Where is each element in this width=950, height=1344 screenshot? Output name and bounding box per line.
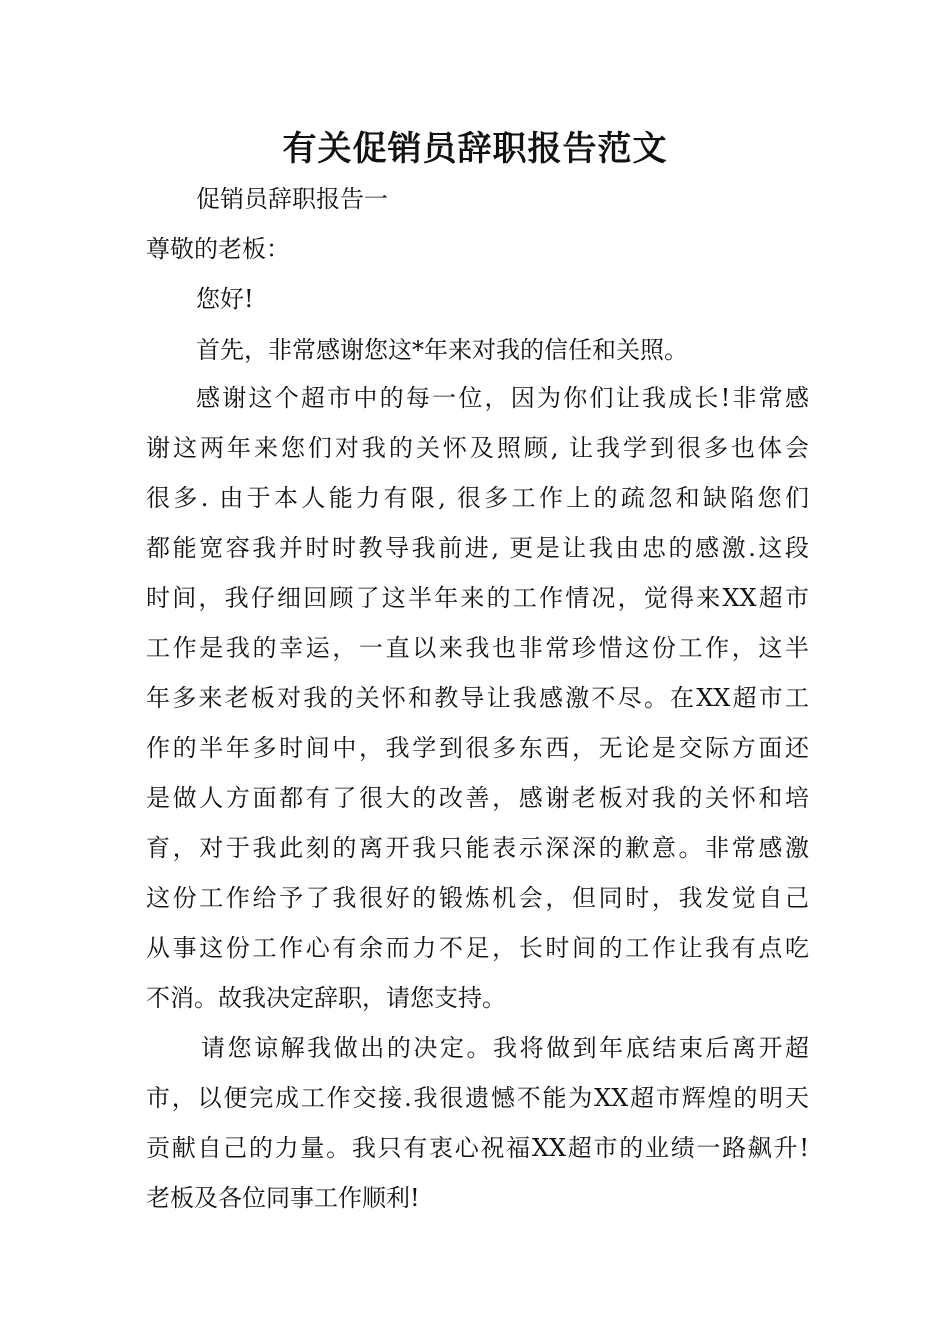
paragraph-line: 贡献自己的力量。我只有衷心祝福XX超市的业绩一路飙升! — [146, 1134, 809, 1162]
paragraph-line: 都能宽容我并时时教导我前进, 更是让我由忠的感激.这段 — [146, 534, 809, 562]
paragraph-thanks: 首先，非常感谢您这*年来对我的信任和关照。 — [196, 336, 688, 364]
paragraph-line: 请您谅解我做出的决定。我将做到年底结束后离开超 — [201, 1034, 809, 1062]
paragraph-line: 时间，我仔细回顾了这半年来的工作情况，觉得来XX超市 — [146, 584, 809, 612]
salutation: 尊敬的老板： — [146, 235, 290, 263]
paragraph-line: 年多来老板对我的关怀和教导让我感激不尽。在XX超市工 — [146, 684, 809, 712]
paragraph-line: 这份工作给予了我很好的锻炼机会，但同时，我发觉自己 — [146, 884, 809, 912]
paragraph-line: 老板及各位同事工作顺利! — [146, 1184, 420, 1212]
paragraph-line: 作的半年多时间中，我学到很多东西，无论是交际方面还 — [146, 734, 809, 762]
paragraph-line: 工作是我的幸运，一直以来我也非常珍惜这份工作，这半 — [146, 634, 809, 662]
report-subtitle: 促销员辞职报告一 — [196, 185, 388, 213]
paragraph-line: 感谢这个超市中的每一位，因为你们让我成长!非常感 — [196, 384, 809, 412]
paragraph-line: 是做人方面都有了很大的改善，感谢老板对我的关怀和培 — [146, 784, 809, 812]
paragraph-line: 很多. 由于本人能力有限, 很多工作上的疏忽和缺陷您们 — [146, 484, 809, 512]
paragraph-line: 谢这两年来您们对我的关怀及照顾, 让我学到很多也体会 — [146, 434, 809, 462]
paragraph-line: 市，以便完成工作交接.我很遗憾不能为XX超市辉煌的明天 — [146, 1084, 809, 1112]
document-title: 有关促销员辞职报告范文 — [282, 129, 668, 169]
greeting: 您好! — [196, 285, 254, 313]
paragraph-line: 从事这份工作心有余而力不足，长时间的工作让我有点吃 — [146, 934, 809, 962]
paragraph-line: 育，对于我此刻的离开我只能表示深深的歉意。非常感激 — [146, 834, 809, 862]
paragraph-line: 不消。故我决定辞职，请您支持。 — [146, 984, 506, 1012]
